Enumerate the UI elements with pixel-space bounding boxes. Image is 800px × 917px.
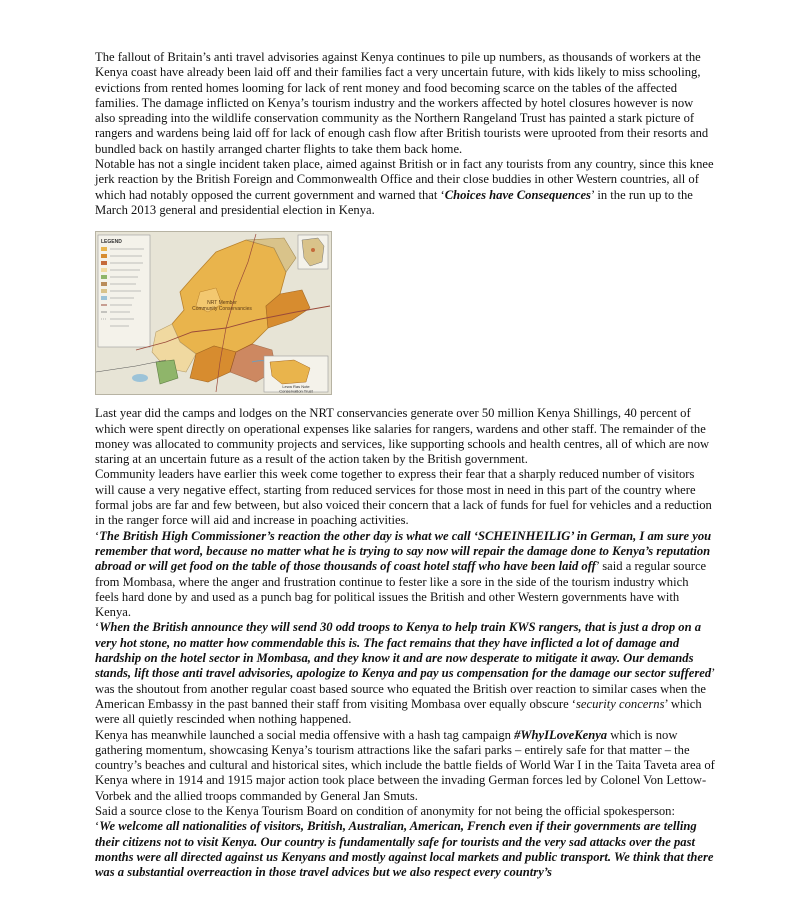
quote-emphasis: The British High Commissioner’s reaction the other day is what we call ‘SCHEINHEILIG’ in German, I am sure you remember that word, because no matter what he is trying to say now will repair the damage done to Kenya’s reputation abroad or will get food on the table of those thousands of coast hotel staff who have been laid off <box>95 528 712 574</box>
paragraph-5 <box>95 529 715 621</box>
text: ’ said a regular source from Mombasa, where the anger and frustration continue to fester like a sore in the side of the tourism industry which feels hard done by and used as a punch bag for political issues the British and other Western governments have with Kenya. <box>95 559 707 620</box>
quote-emphasis: We welcome all nationalities of visitors, British, Australian, American, French even if their governments are telling their citizens not to visit Kenya. Our country is fundamentally safe for tourists and the very sad attacks over the past months were all directed against us Kenyans and mostly against local markets and public transport. We think that there was a substantial overreaction in those travel advices but we also respect every country’s <box>95 819 714 880</box>
text: ’ in the run up to the March 2013 general and presidential election in Kenya. <box>95 187 693 217</box>
paragraph-9 <box>95 819 715 880</box>
open-quote: ‘ <box>95 620 100 635</box>
paragraph-8: Said a source close to the Kenya Tourism Board on condition of anonymity for not being the official spokesperson: <box>95 803 675 818</box>
text: ’ was the shoutout from another regular coast based source who equated the British over reaction to similar cases when the American Embassy in the past banned their staff from visiting Mombasa over equally obscure ‘ <box>95 666 715 711</box>
quote-emphasis: Choices have Consequences <box>444 187 591 202</box>
open-quote: ‘ <box>95 528 100 543</box>
quote-emphasis: When the British announce they will send 30 odd troops to Kenya to help train KWS rangers, that is just a drop on a very hot stone, no matter how commendable this is. The fact remains that they have inflicted a lot of damage and hardship on the hotel sector in Mombasa, and they know it and are now desperate to mitigate it away. Our demands stands, lift those anti travel advisories, apologize to Kenya and pay us compensation for the damage our sector suffered <box>95 620 712 681</box>
paragraph-7 <box>95 728 715 804</box>
lake <box>132 374 148 382</box>
paragraph-6 <box>95 620 715 727</box>
conservancies-map <box>95 231 332 395</box>
text: which is now gathering momentum, showcasing Kenya’s tourism attractions like the safari parks – entirely safe for that matter – the country’s beaches and cultural and historical sites, which include the battle fields of World War I in the Taita Taveta area of Kenya where in 1914 and 1915 major action took place between the invading German forces led by Colonel Von Lettow-Vorbek and the allied troops commanded by General Jan Smuts. <box>95 727 715 803</box>
text: Kenya has meanwhile launched a social media offensive with a hash tag campaign <box>95 727 515 742</box>
text: ’ which were all quietly rescinded when nothing happened. <box>95 696 702 727</box>
legend-title: LEGEND <box>101 239 122 246</box>
article-body <box>95 50 715 880</box>
italic-phrase: security concerns <box>576 696 665 711</box>
map-center-label: NRT Member Community Conservancies <box>192 300 252 313</box>
paragraph-1: The fallout of Britain’s anti travel advisories against Kenya continues to pile up numbers, as thousands of workers at the Kenya coast have already been laid off and their families fact a very uncertain future, with kids likely to miss schooling, evictions from rented homes looming for lack of rent money and food becoming scarce on the tables of the affected families. The damage inflicted on Kenya’s tourism industry and the workers affected by hotel closures however is now also spreading into the wildlife conservation community as the Northern Rangeland Trust has painted a stark picture of rangers and wardens being laid off for lack of enough cash flow after British tourists were uprooted from their resorts and bundled back on hastily arranged charter flights to take them back home. <box>95 50 709 156</box>
text: Notable has not a single incident taken place, aimed against British or in fact any tourists from any country, since this knee jerk reaction by the British Foreign and Commonwealth Office and their close buddies in other Western countries, all of which had notably opposed the current government and warned that ‘ <box>95 157 714 202</box>
map-graphic <box>96 232 331 394</box>
paragraph-2 <box>95 157 715 218</box>
map-corner-label: Lewa Ras Note Conservation Trust <box>279 384 313 394</box>
hashtag: #WhyILoveKenya <box>514 727 608 742</box>
paragraph-3: Last year did the camps and lodges on the NRT conservancies generate over 50 million Kenya Shillings, 40 percent of which were spent directly on operational expenses like salaries for rangers, wardens and other staff. The remainder of the money was allocated to community projects and services, like supporting schools and health centres, all of which are now staring at an uncertain future as a result of the action taken by the British government. <box>95 406 710 467</box>
open-quote: ‘ <box>95 819 100 834</box>
paragraph-4: Community leaders have earlier this week come together to express their fear that a sharply reduced number of visitors will cause a very negative effect, starting from reduced services for those most in need in this part of the country where formal jobs are far and few between, but also voiced their concern that a lack of funds for fuel for vehicles and a reduction in the ranger force will aid and increase in poaching activities. <box>95 467 712 528</box>
